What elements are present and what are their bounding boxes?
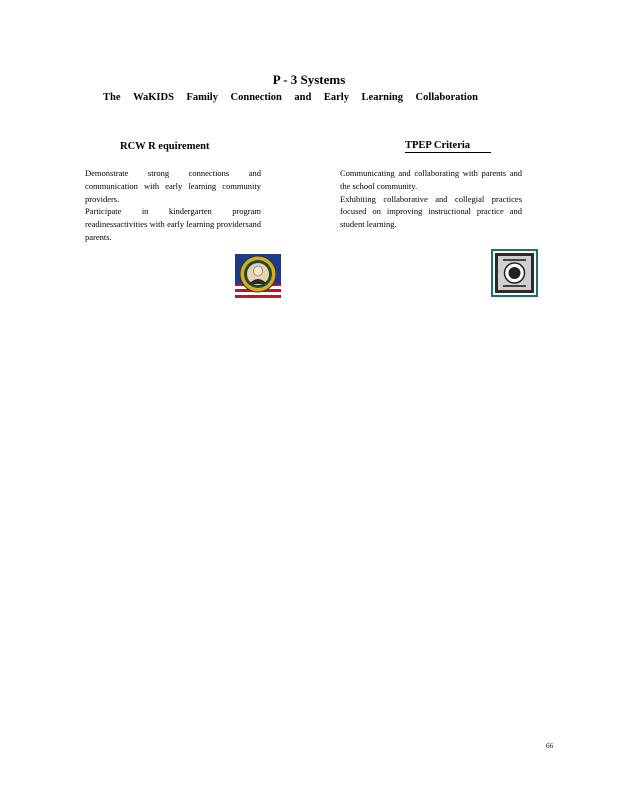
rcw-list (71, 167, 261, 244)
subtitle-word: Learning (361, 92, 403, 103)
subtitle-word: Family (186, 92, 218, 103)
subtitle-word: Early (323, 92, 349, 103)
list-item (326, 193, 522, 231)
washington-seal-icon (235, 254, 281, 298)
tpep-heading: TPEP Criteria (405, 140, 491, 153)
list-item-text: Exhibiting collaborative and collegial practices focused on improving instructional practice and student learning. (340, 193, 522, 230)
framework-badge-icon (491, 249, 538, 297)
list-item (326, 167, 522, 193)
list-item-text: Communicating and collaborating with parents and the school community. (340, 168, 522, 191)
list-item (71, 205, 261, 243)
page-number: 66 (546, 742, 553, 750)
subtitle-word: WaKIDS (133, 92, 174, 103)
rcw-heading: RCW R equirement (120, 141, 210, 152)
list-item (71, 167, 261, 205)
subtitle-word: The (103, 92, 121, 103)
page-title: P - 3 Systems (272, 72, 346, 87)
subtitle-word: and (294, 92, 312, 103)
subtitle-word: Connection (230, 92, 282, 103)
tpep-list (326, 167, 522, 231)
page-subtitle (103, 92, 478, 103)
subtitle-word: Collaboration (415, 92, 478, 103)
list-item-text: Demonstrate strong connections and communication with early learning community providers. (85, 168, 261, 204)
list-item-text: Participate in kindergarten program readinessactivities with early learning providersand parents. (85, 206, 261, 242)
